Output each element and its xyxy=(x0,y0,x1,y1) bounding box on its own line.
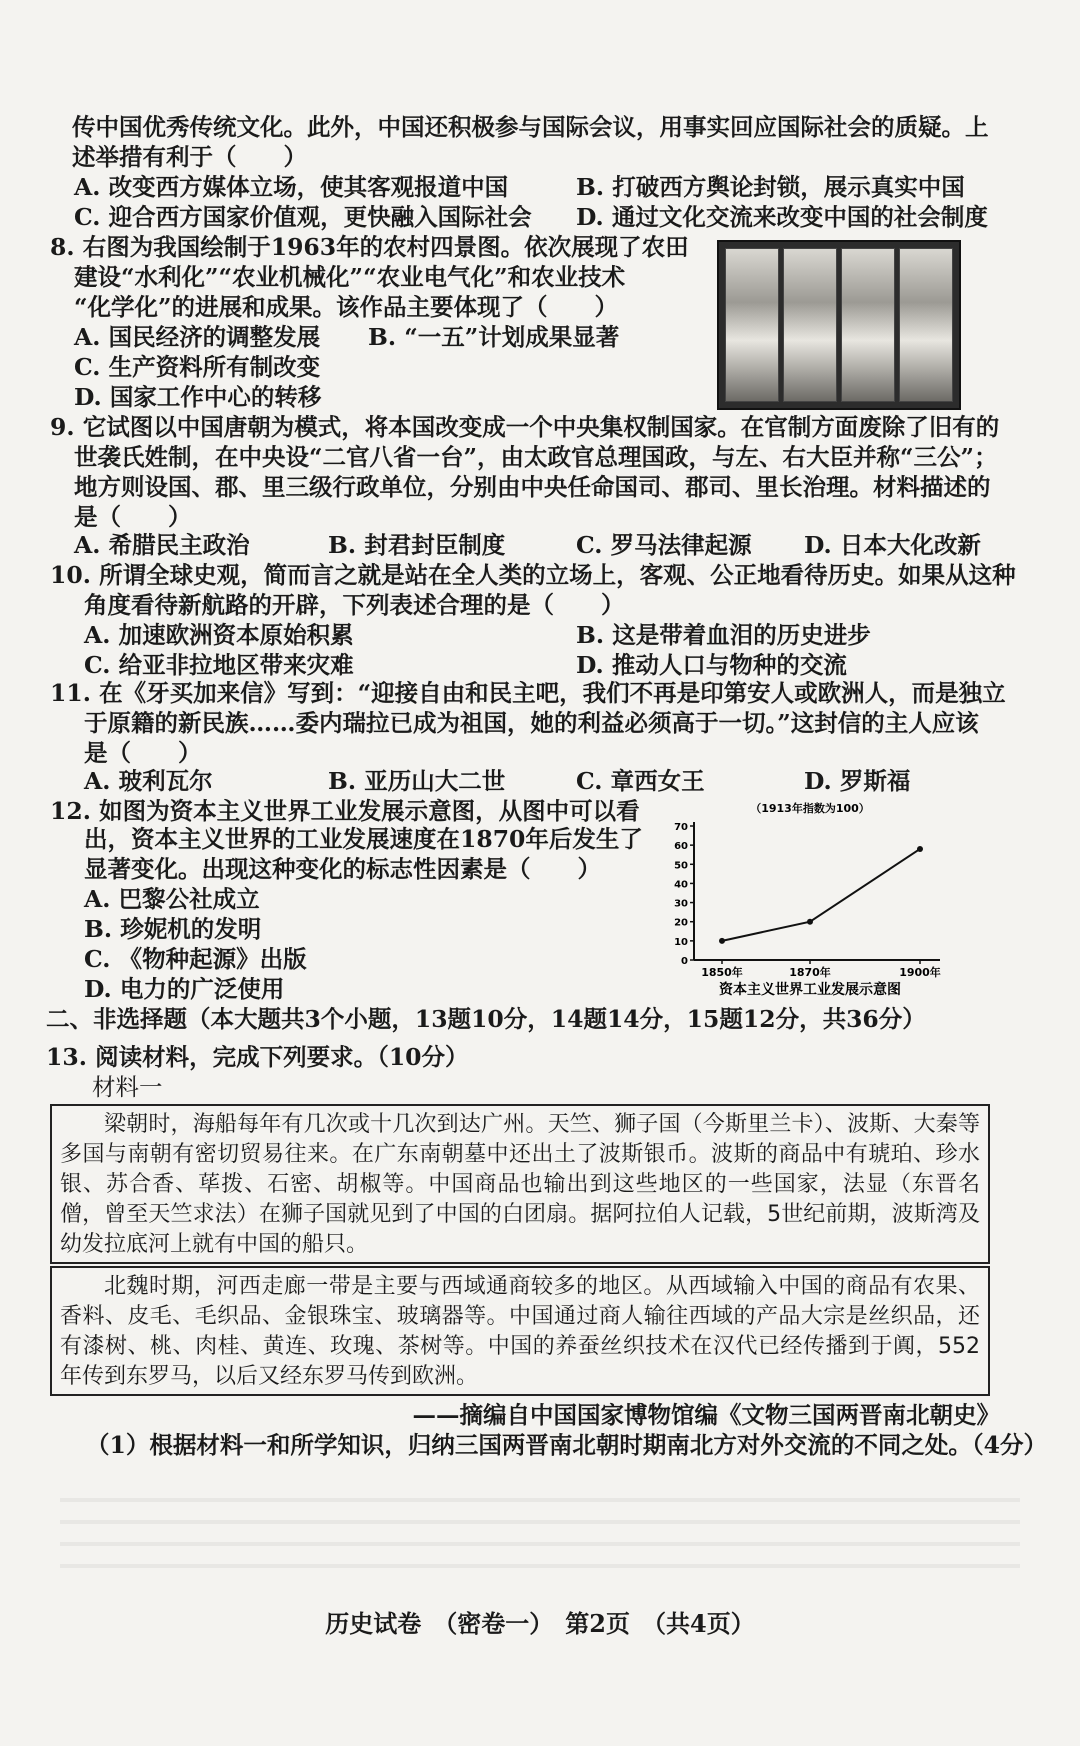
material-1-box-south xyxy=(50,1104,990,1264)
chart-title: 资本主义世界工业发展示意图 xyxy=(719,982,901,998)
material-1-paragraph-1: 梁朝时，海船每年有几次或十几次到达广州。天竺、狮子国（今斯里兰卡）、波斯、大秦等多国与南朝有密切贸易往来。在广东南朝墓中还出土了波斯银币。波斯的商品中有琥珀、珍水银、苏合香、荜拨、石密、胡椒等。中国商品也输出到这些地区的一些国家，法显（东晋名僧，曾至天竺求法）在狮子国就见到了中国的白团扇。据阿拉伯人记载，5世纪前期，波斯湾及幼发拉底河上就有中国的船只。 xyxy=(60,1112,980,1257)
y-tick-label: 10 xyxy=(674,936,688,948)
x-tick-label: 1850年 xyxy=(701,966,743,979)
q12-option-d[interactable]: D. 电力的广泛使用 xyxy=(84,975,285,1003)
q9-text-line2: 世袭氏姓制，在中央设“二官八省一台”，由太政官总理国政，与左、右大臣并称“三公”； xyxy=(74,443,998,471)
q9-text-line3: 地方则设国、郡、里三级行政单位，分别由中央任命国司、郡司、里长治理。材料描述的 xyxy=(74,473,991,501)
q10-option-b[interactable]: B. 这是带着血泪的历史进步 xyxy=(576,621,871,649)
y-tick-label: 60 xyxy=(674,841,688,853)
material-1-box-north xyxy=(50,1266,990,1396)
q10-option-d[interactable]: D. 推动人口与物种的交流 xyxy=(576,651,847,679)
q12-text-line2: 出，资本主义世界的工业发展速度在1870年后发生了 xyxy=(84,825,643,853)
series-line xyxy=(722,849,920,941)
q9-option-c[interactable]: C. 罗马法律起源 xyxy=(576,531,752,559)
section-2-heading: 二、非选择题（本大题共3个小题，13题10分，14题14分，15题12分，共36分） xyxy=(46,1005,926,1033)
chart-note: （1913年指数为100） xyxy=(750,802,870,815)
painting-panel xyxy=(841,248,895,402)
painting-panel xyxy=(725,248,779,402)
material-1-paragraph-2: 北魏时期，河西走廊一带是主要与西域通商较多的地区。从西域输入中国的商品有农果、香料、皮毛、毛织品、金银珠宝、玻璃器等。中国通过商人输往西域的产品大宗是丝织品，还有漆树、桃、肉桂、黄连、玫瑰、茶树等。中国的养蚕丝织技术在汉代已经传播到于阗，552年传到东罗马，以后又经东罗马传到欧洲。 xyxy=(60,1274,980,1389)
q11-text-line3: 是（ ） xyxy=(84,739,202,767)
q7-option-a[interactable]: A. 改变西方媒体立场，使其客观报道中国 xyxy=(74,173,509,201)
page-footer: 历史试卷 （密卷一） 第2页 （共4页） xyxy=(325,1609,755,1638)
q11-option-b[interactable]: B. 亚历山大二世 xyxy=(328,767,506,795)
q12-option-c[interactable]: C. 《物种起源》出版 xyxy=(84,945,307,973)
painting-panel xyxy=(899,248,953,402)
q9-text-line1: 9. 它试图以中国唐朝为模式，将本国改变成一个中央集权制国家。在官制方面废除了旧有的 xyxy=(50,413,1000,441)
y-tick-label: 50 xyxy=(674,860,688,872)
q13-heading: 13. 阅读材料，完成下列要求。（10分） xyxy=(46,1043,469,1071)
q10-text-line2: 角度看待新航路的开辟，下列表述合理的是（ ） xyxy=(84,591,625,619)
q10-option-c[interactable]: C. 给亚非拉地区带来灾难 xyxy=(84,651,354,679)
q12-text-line3: 显著变化。出现这种变化的标志性因素是（ ） xyxy=(84,855,601,883)
q9-option-b[interactable]: B. 封君封臣制度 xyxy=(328,531,506,559)
q8-text-line2: 建设“水利化”“农业机械化”“农业电气化”和农业技术 xyxy=(74,263,626,291)
q8-option-d[interactable]: D. 国家工作中心的转移 xyxy=(74,383,322,411)
q11-option-c[interactable]: C. 章西女王 xyxy=(576,767,705,795)
industry-development-chart xyxy=(660,798,960,998)
q8-option-b[interactable]: B. “一五”计划成果显著 xyxy=(368,323,620,351)
q11-text-line1: 11. 在《牙买加来信》写到：“迎接自由和民主吧，我们不再是印第安人或欧洲人，而是独立 xyxy=(50,679,1006,707)
q8-text-line1: 8. 右图为我国绘制于1963年的农村四景图。依次展现了农田 xyxy=(50,233,689,261)
q9-option-d[interactable]: D. 日本大化改新 xyxy=(804,531,981,559)
data-point xyxy=(917,846,923,852)
painting-panel xyxy=(783,248,837,402)
data-point xyxy=(719,938,725,944)
x-tick-label: 1870年 xyxy=(789,966,831,979)
q12-option-a[interactable]: A. 巴黎公社成立 xyxy=(84,885,260,913)
q12-text-line1: 12. 如图为资本主义世界工业发展示意图，从图中可以看 xyxy=(50,797,640,825)
q12-option-b[interactable]: B. 珍妮机的发明 xyxy=(84,915,262,943)
q7-option-d[interactable]: D. 通过文化交流来改变中国的社会制度 xyxy=(576,203,988,231)
y-tick-label: 20 xyxy=(674,917,688,929)
q7-option-b[interactable]: B. 打破西方舆论封锁，展示真实中国 xyxy=(576,173,965,201)
q7-text-line1: 传中国优秀传统文化。此外，中国还积极参与国际会议，用事实回应国际社会的质疑。上 xyxy=(72,113,989,141)
y-tick-label: 30 xyxy=(674,898,688,910)
material-1-label: 材料一 xyxy=(92,1073,163,1101)
q8-option-a[interactable]: A. 国民经济的调整发展 xyxy=(74,323,321,351)
q11-option-d[interactable]: D. 罗斯福 xyxy=(804,767,911,795)
material-source: ——摘编自中国国家博物馆编《文物三国两晋南北朝史》 xyxy=(412,1401,1000,1429)
q13-subquestion-1: （1）根据材料一和所学知识，归纳三国两晋南北朝时期南北方对外交流的不同之处。（4分） xyxy=(86,1431,1047,1459)
show-through-shadow xyxy=(60,1480,1020,1570)
q8-text-line3: “化学化”的进展和成果。该作品主要体现了（ ） xyxy=(74,293,619,321)
y-tick-label: 40 xyxy=(674,879,688,891)
x-tick-label: 1900年 xyxy=(899,966,941,979)
q10-text-line1: 10. 所谓全球史观，简而言之就是站在全人类的立场上，客观、公正地看待历史。如果从这种 xyxy=(50,561,1016,589)
q7-option-c[interactable]: C. 迎合西方国家价值观，更快融入国际社会 xyxy=(74,203,532,231)
rural-four-scenes-painting xyxy=(717,240,961,410)
q11-option-a[interactable]: A. 玻利瓦尔 xyxy=(84,767,213,795)
q9-option-a[interactable]: A. 希腊民主政治 xyxy=(74,531,250,559)
q7-text-line2: 述举措有利于（ ） xyxy=(72,143,307,171)
data-point xyxy=(807,919,813,925)
q8-option-c[interactable]: C. 生产资料所有制改变 xyxy=(74,353,321,381)
y-tick-label: 0 xyxy=(681,956,688,967)
q11-text-line2: 于原籍的新民族……委内瑞拉已成为祖国，她的利益必须高于一切。”这封信的主人应该 xyxy=(84,709,979,737)
q10-option-a[interactable]: A. 加速欧洲资本原始积累 xyxy=(84,621,354,649)
y-tick-label: 70 xyxy=(674,822,688,833)
q9-text-line4: 是（ ） xyxy=(74,503,192,531)
